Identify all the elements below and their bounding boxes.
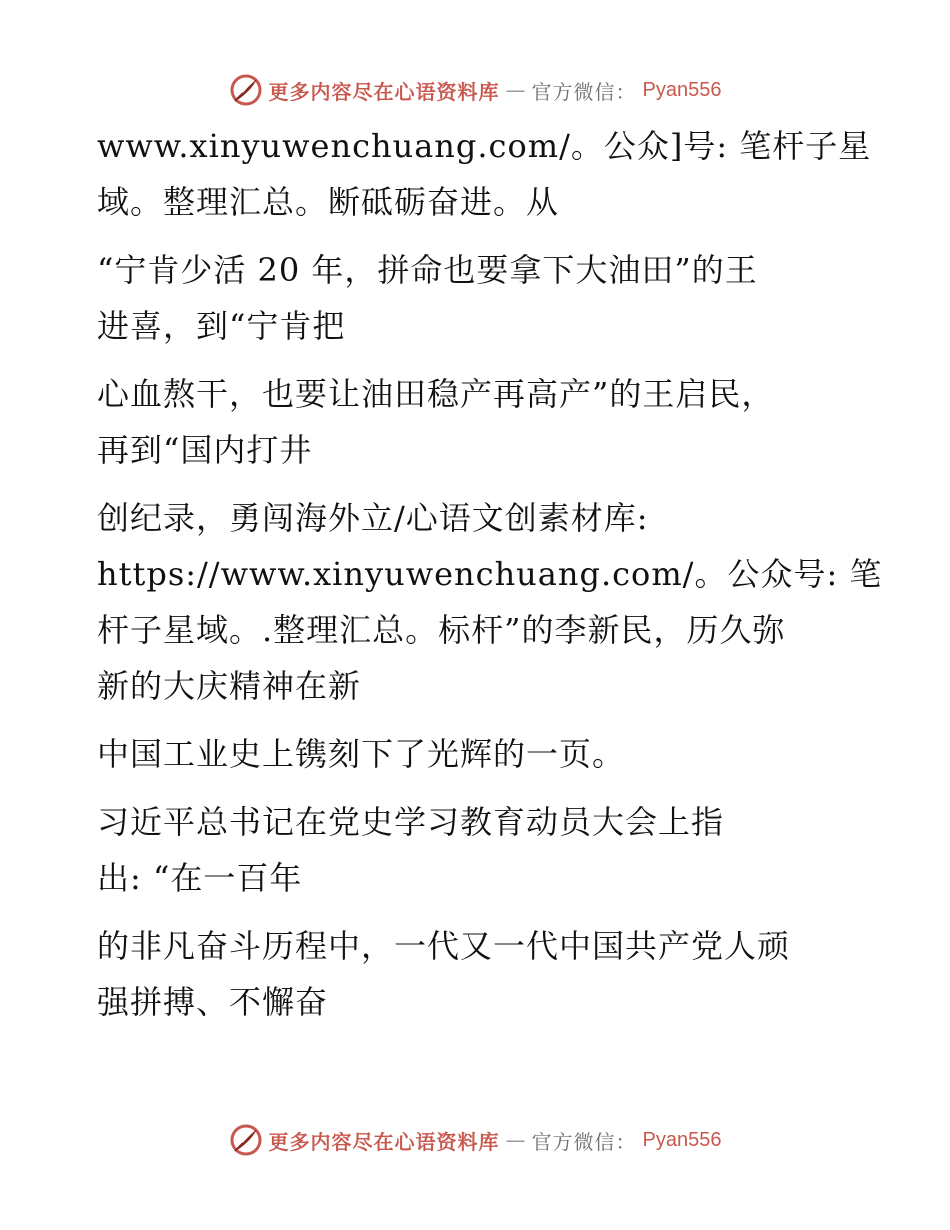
- paragraph-2: [97, 242, 837, 354]
- banner-wechat-id: Pyan556: [642, 1128, 722, 1151]
- text-line: 新的大庆精神在新: [97, 667, 362, 705]
- text-line: 进喜，到“宁肯把: [97, 307, 346, 345]
- text-line: 的非凡奋斗历程中，一代又一代中国共产党人顽: [97, 927, 791, 965]
- text-line: 杆子星域。.整理汇总。标杆”的李新民，历久弥: [97, 611, 786, 649]
- banner-dash: —: [505, 1128, 526, 1152]
- paragraph-7: [97, 918, 837, 1030]
- text-line: 习近平总书记在党史学习教育动员大会上指: [97, 803, 725, 841]
- banner-dash: —: [505, 78, 526, 102]
- text-line: 创纪录，勇闯海外立/心语文创素材库:: [97, 499, 649, 537]
- paragraph-4: [97, 490, 883, 714]
- text-line: 中国工业史上镌刻下了光辉的一页。: [97, 735, 626, 773]
- document-body: [97, 118, 883, 1042]
- footer-watermark-banner: [0, 1120, 950, 1160]
- feather-circle-logo-icon: [229, 1123, 263, 1157]
- banner-wechat-label: 官方微信：: [531, 1129, 637, 1154]
- paragraph-1: [97, 118, 872, 230]
- header-watermark-banner: [0, 70, 950, 110]
- paragraph-5: [97, 726, 837, 782]
- banner-site-text: 更多内容尽在心语资料库: [268, 1129, 500, 1154]
- paragraph-6: [97, 794, 837, 906]
- text-line: https://www.xinyuwenchuang.com/。公众号: 笔: [97, 555, 883, 593]
- text-line: 出: “在一百年: [97, 859, 303, 897]
- banner-wechat-id: Pyan556: [642, 78, 722, 101]
- text-line: 再到“国内打井: [97, 431, 313, 469]
- paragraph-3: [97, 366, 837, 478]
- text-line: 域。整理汇总。断砥砺奋进。从: [97, 183, 560, 221]
- text-line: “宁肯少活 20 年，拼命也要拿下大油田”的王: [97, 251, 758, 289]
- text-line: 心血熬干，也要让油田稳产再高产”的王启民，: [97, 375, 775, 413]
- banner-site-text: 更多内容尽在心语资料库: [268, 79, 500, 104]
- feather-circle-logo-icon: [229, 73, 263, 107]
- banner-wechat-label: 官方微信：: [531, 79, 637, 104]
- text-line: www.xinyuwenchuang.com/。公众]号: 笔杆子星: [97, 127, 872, 165]
- text-line: 强拼搏、不懈奋: [97, 983, 329, 1021]
